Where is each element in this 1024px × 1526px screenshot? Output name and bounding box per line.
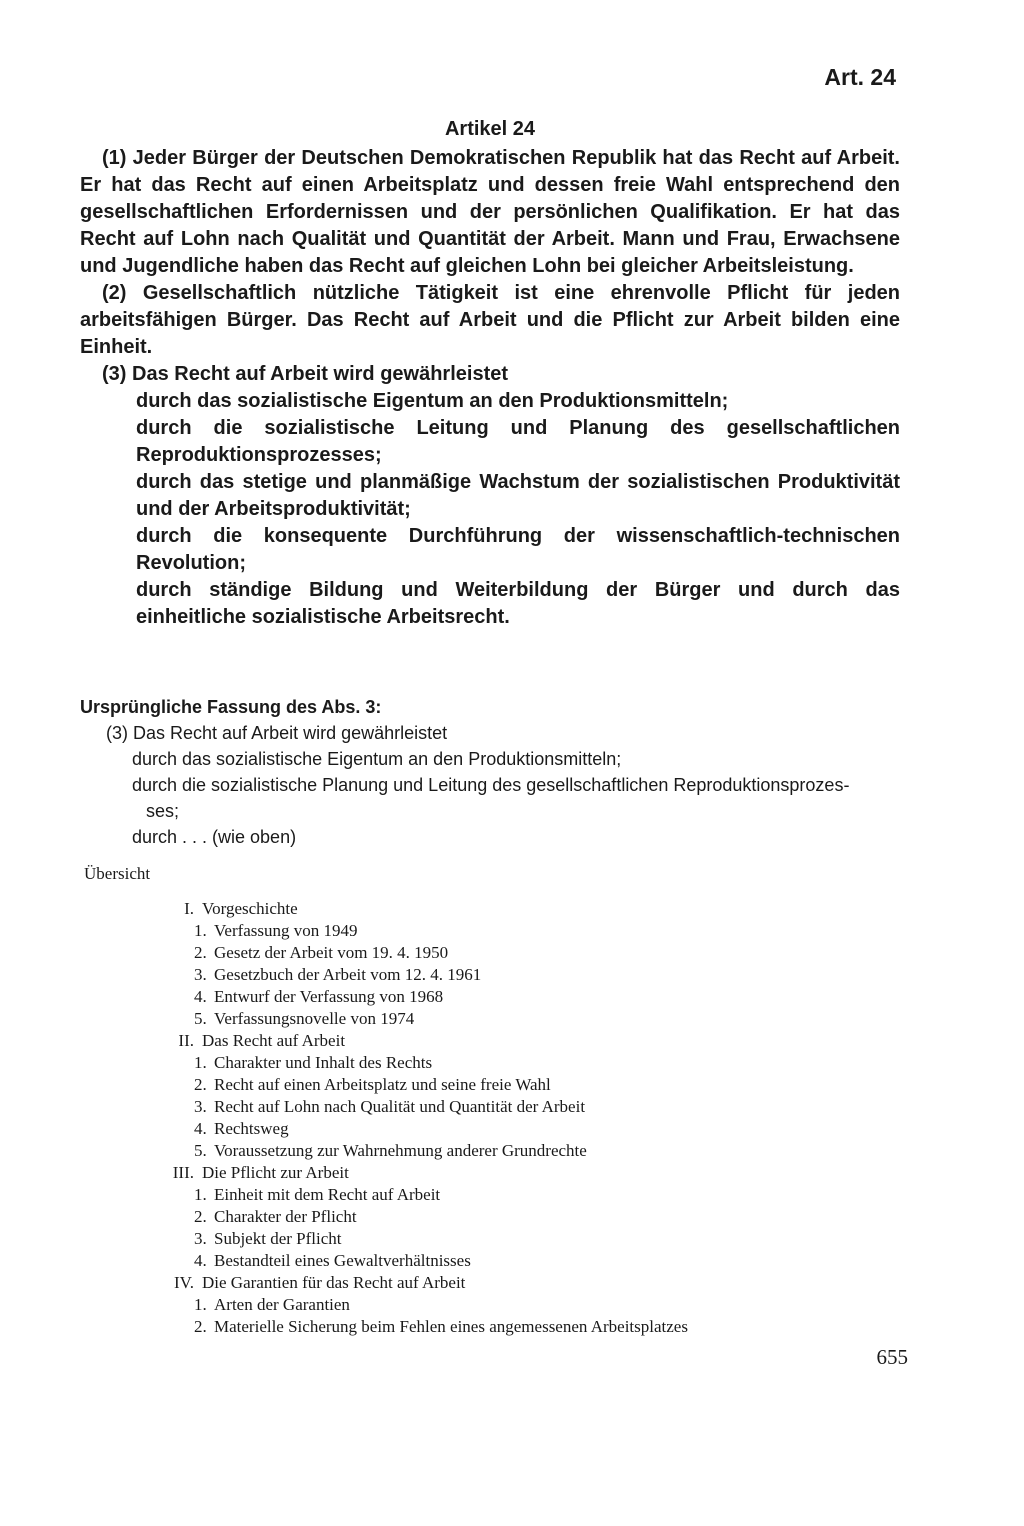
toc-item-number: 1. [194, 1053, 207, 1072]
toc-item-label: Materielle Sicherung beim Fehlen eines angemessenen Arbeitsplatzes [214, 1317, 688, 1336]
article-paragraph-3-items [136, 388, 900, 631]
toc-item-label: Charakter und Inhalt des Rechts [214, 1053, 433, 1072]
toc-item-number: 3. [194, 1097, 207, 1116]
article-paragraph-1: (1) Jeder Bürger der Deutschen Demokratischen Republik hat das Recht auf Arbeit. Er hat das Recht auf einen Arbeitsplatz und dessen freie Wahl entsprechend den gesellschaftlichen Erfordernissen und der persönlichen Qualifikation. Er hat das Recht auf Lohn nach Qualität und Quantität der Arbeit. Mann und Frau, Erwachsene und Jugendliche haben das Recht auf gleichen Lohn bei gleicher Arbeitsleistung. [80, 147, 900, 277]
toc-item-number: 4. [194, 987, 207, 1006]
original-item: durch das sozialistische Eigentum an den Produktionsmitteln; [132, 749, 622, 769]
toc-item-label: Rechtsweg [214, 1119, 289, 1138]
toc-section-number: I. [184, 899, 194, 918]
running-header-article-ref: Art. 24 [824, 64, 896, 90]
toc-item-number: 1. [194, 921, 207, 940]
toc-item-label: Verfassungsnovelle von 1974 [214, 1009, 415, 1028]
overview-toc [84, 864, 884, 1338]
paragraph-3-item: durch die konsequente Durchführung der wissenschaftlich-technischen Revolution; [136, 525, 900, 574]
toc-item-number: 5. [194, 1009, 207, 1028]
article-text [80, 116, 900, 631]
original-item: durch die sozialistische Planung und Leitung des gesellschaftlichen Reproduktionsprozes- [132, 775, 850, 795]
toc-item-number: 3. [194, 1229, 207, 1248]
toc-item-number: 5. [194, 1141, 207, 1160]
toc-item-number: 4. [194, 1119, 207, 1138]
paragraph-3-item: durch ständige Bildung und Weiterbildung der Bürger und durch das einheitliche sozialistische Arbeitsrecht. [136, 579, 900, 628]
paragraph-3-item: durch das sozialistische Eigentum an den Produktionsmitteln; [136, 390, 729, 412]
toc-item-label: Einheit mit dem Recht auf Arbeit [214, 1185, 441, 1204]
toc-item-label: Arten der Garantien [214, 1295, 350, 1314]
original-item-continuation: ses; [146, 801, 180, 821]
toc-item-label: Charakter der Pflicht [214, 1207, 357, 1226]
article-paragraph-3-lead: (3) Das Recht auf Arbeit wird gewährleistet [102, 363, 509, 385]
original-version-items [132, 746, 900, 850]
toc-section [164, 1272, 884, 1338]
toc-item-label: Gesetzbuch der Arbeit vom 12. 4. 1961 [214, 965, 482, 984]
toc-item-number: 2. [194, 1207, 207, 1226]
toc-item-label: Entwurf der Verfassung von 1968 [214, 987, 444, 1006]
toc-item-label: Recht auf Lohn nach Qualität und Quantität der Arbeit [214, 1097, 586, 1116]
toc-section [164, 1162, 884, 1272]
toc-item-number: 4. [194, 1251, 207, 1270]
toc-section-label: Vorgeschichte [202, 899, 298, 918]
toc-item-label: Gesetz der Arbeit vom 19. 4. 1950 [214, 943, 449, 962]
paragraph-3-item: durch das stetige und planmäßige Wachstum der sozialistischen Produktivität und der Arbeitsproduktivität; [136, 471, 900, 520]
paragraph-3-item: durch die sozialistische Leitung und Planung des gesellschaftlichen Reproduktionsprozesses; [136, 417, 900, 466]
toc-section-number: III. [172, 1163, 194, 1182]
toc-item-label: Verfassung von 1949 [214, 921, 358, 940]
toc-item-number: 2. [194, 1317, 207, 1336]
article-paragraph-2: (2) Gesellschaftlich nützliche Tätigkeit ist eine ehrenvolle Pflicht für jeden arbeitsfähigen Bürger. Das Recht auf Arbeit und die Pflicht zur Arbeit bilden eine Einheit. [80, 282, 900, 358]
toc-item-number: 1. [194, 1185, 207, 1204]
original-version-lead: (3) Das Recht auf Arbeit wird gewährleistet [106, 723, 448, 743]
original-version [80, 694, 900, 850]
toc-section-label: Das Recht auf Arbeit [202, 1031, 346, 1050]
toc-item-number: 2. [194, 1075, 207, 1094]
article-title: Artikel 24 [444, 118, 536, 140]
toc-item-label: Recht auf einen Arbeitsplatz und seine freie Wahl [214, 1075, 551, 1094]
page-number: 655 [876, 1345, 908, 1369]
toc-section [164, 1030, 884, 1162]
original-item: durch . . . (wie oben) [132, 827, 297, 847]
toc-item-number: 2. [194, 943, 207, 962]
toc-item-number: 1. [194, 1295, 207, 1314]
toc-section-label: Die Pflicht zur Arbeit [202, 1163, 349, 1182]
original-version-heading: Ursprüngliche Fassung des Abs. 3: [80, 697, 382, 717]
toc-item-number: 3. [194, 965, 207, 984]
toc-section [164, 898, 884, 1030]
toc-section-number: II. [178, 1031, 194, 1050]
toc-section-number: IV. [174, 1273, 194, 1292]
toc-section-label: Die Garantien für das Recht auf Arbeit [202, 1273, 466, 1292]
toc-item-label: Voraussetzung zur Wahrnehmung anderer Grundrechte [214, 1141, 587, 1160]
toc-item-label: Subjekt der Pflicht [214, 1229, 342, 1248]
overview-title: Übersicht [84, 864, 151, 883]
toc-item-label: Bestandteil eines Gewaltverhältnisses [214, 1251, 471, 1270]
